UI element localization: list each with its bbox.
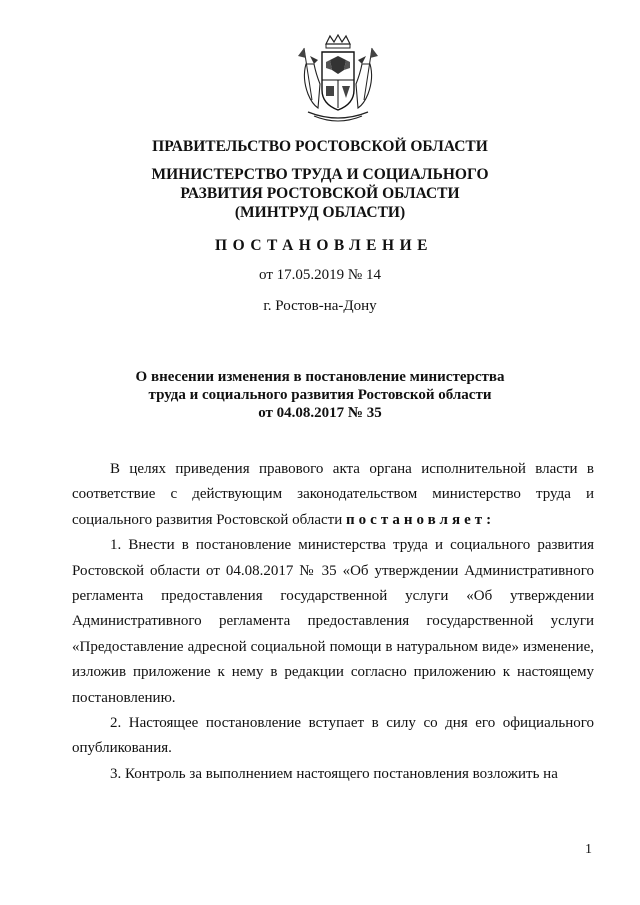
- coat-of-arms-icon: [296, 34, 380, 126]
- document-subject: [0, 368, 640, 422]
- ministry-line-2: РАЗВИТИЯ РОСТОВСКОЙ ОБЛАСТИ: [180, 185, 460, 202]
- subject-line-2: труда и социального развития Ростовской области: [148, 387, 492, 403]
- ministry-line-3: (МИНТРУД ОБЛАСТИ): [234, 204, 406, 221]
- subject-line-1: О внесении изменения в постановление министерства: [135, 369, 505, 385]
- preamble-paragraph: [72, 457, 594, 533]
- subject-line-3: от 04.08.2017 № 35: [258, 405, 382, 421]
- body-item-3: 3. Контроль за выполнением настоящего постановления возложить на: [110, 765, 558, 782]
- body-item-1: 1. Внести в постановление министерства труда и социального развития Ростовской области от 04.08.2017 № 35 «Об утверждении Административного регламента предоставления государственной услуги «Об утверждении Административного регламента предоставления государственной услуги «Предоставление адресной социальной помощи в натуральном виде» изменение, изложив приложение к нему в редакции согласно приложению к настоящему постановлению.: [72, 537, 594, 706]
- document-city: г. Ростов-на-Дону: [263, 298, 377, 314]
- page-number: 1: [585, 842, 592, 857]
- preamble-text: В целях приведения правового акта органа исполнительной власти в соответствие с действующим законодательством министерство труда и социального развития Ростовской области: [72, 461, 594, 528]
- document-date-number: от 17.05.2019 № 14: [259, 267, 381, 283]
- document-body: [72, 457, 594, 787]
- decree-word: постановляет:: [346, 511, 496, 528]
- ministry-heading: [0, 165, 640, 222]
- government-heading: ПРАВИТЕЛЬСТВО РОСТОВСКОЙ ОБЛАСТИ: [152, 138, 488, 155]
- ministry-line-1: МИНИСТЕРСТВО ТРУДА И СОЦИАЛЬНОГО: [151, 166, 489, 183]
- body-item-2: 2. Настоящее постановление вступает в силу со дня его официального опубликования.: [72, 715, 594, 757]
- document-type-heading: ПОСТАНОВЛЕНИЕ: [215, 237, 433, 254]
